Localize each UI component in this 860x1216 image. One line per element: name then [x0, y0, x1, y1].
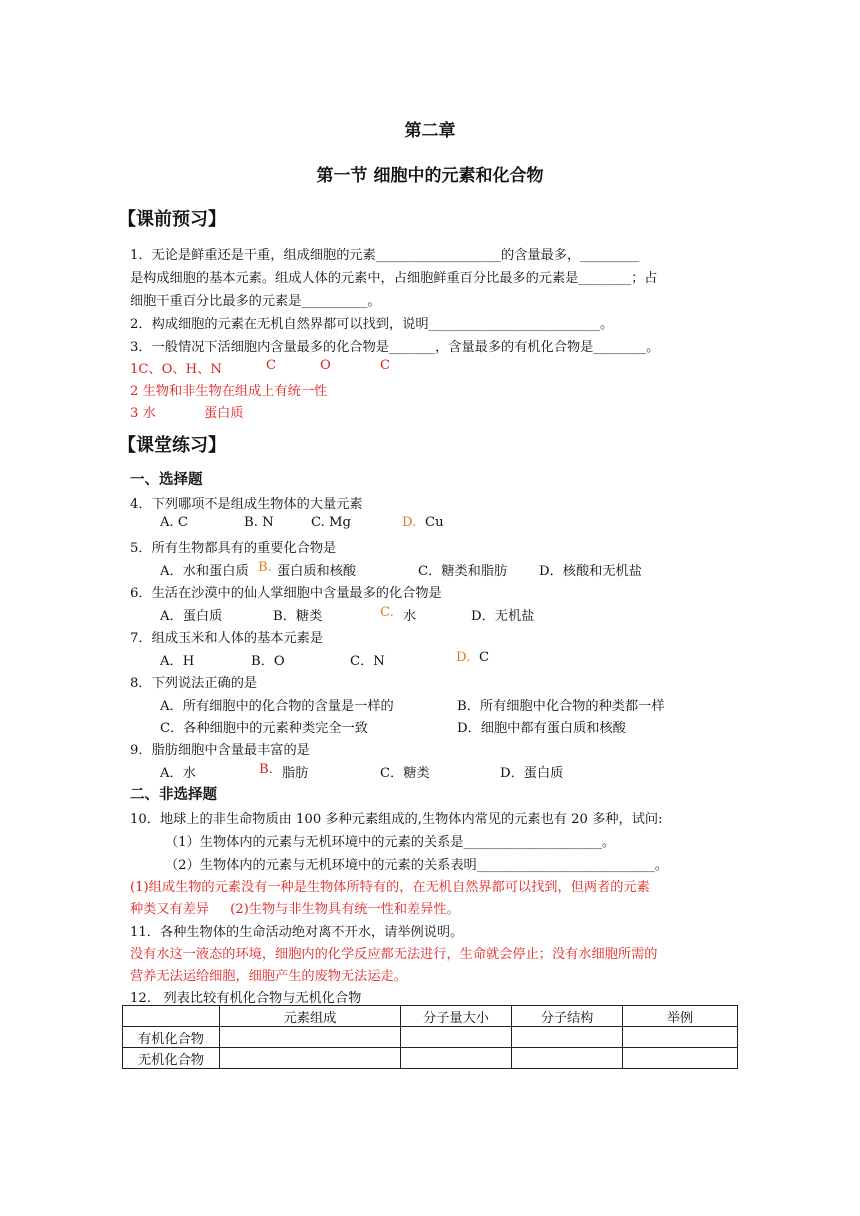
q8-option-b: B．所有细胞中化合物的种类都一样	[457, 699, 665, 714]
q8-option-d: D．细胞中都有蛋白质和核酸	[457, 721, 626, 736]
q9-option-b-text: 脂肪	[282, 766, 309, 781]
q7-option-d-marker: D.	[456, 650, 471, 665]
q5-option-b-text: 蛋白质和核酸	[277, 564, 357, 579]
q7-option-b: B．O	[251, 654, 285, 669]
question-11: 11．各种生物体的生命活动绝对离不开水，请举例说明。	[130, 925, 464, 940]
part-2-heading: 二、非选择题	[130, 787, 217, 803]
answer-10-line-1: (1)组成生物的元素没有一种是生物体所特有的，在无机自然界都可以找到，但两者的元素	[130, 880, 650, 895]
q4-option-d-text: Cu	[425, 515, 444, 530]
table-cell	[220, 1048, 401, 1069]
table-cell	[512, 1048, 623, 1069]
q9-option-b-marker: B.	[259, 762, 273, 777]
answer-1a: 1C、O、H、N	[130, 362, 222, 377]
q8-option-a: A．所有细胞中的化合物的含量是一样的	[160, 699, 394, 714]
comparison-table	[122, 1005, 738, 1069]
question-9: 9．脂肪细胞中含量最丰富的是	[130, 743, 310, 758]
table-cell	[623, 1027, 738, 1048]
question-3: 3．一般情况下活细胞内含量最多的化合物是_______，含量最多的有机化合物是________。	[130, 340, 660, 355]
table-row	[123, 1027, 738, 1048]
q6-option-a: A．蛋白质	[160, 609, 223, 624]
q5-option-c: C．糖类和脂肪	[418, 564, 508, 579]
table-cell	[220, 1027, 401, 1048]
table-row-label: 有机化合物	[123, 1027, 220, 1048]
table-header-cell: 分子结构	[512, 1006, 623, 1027]
table-cell	[401, 1048, 512, 1069]
q8-option-c: C．各种细胞中的元素种类完全一致	[160, 721, 368, 736]
question-2: 2．构成细胞的元素在无机自然界都可以找到，说明__________________________。	[130, 317, 614, 332]
q5-option-b-marker: B.	[258, 560, 272, 575]
answer-3a: 3 水	[130, 406, 156, 421]
question-10-part-1: （1）生物体内的元素与无机环境中的元素的关系是_____________________。	[165, 835, 616, 850]
answer-1c: O	[320, 358, 331, 373]
q4-option-b: B. N	[244, 515, 274, 530]
question-1-line-1: 1．无论是鲜重还是干重，组成细胞的元素___________________的含量最多，_________	[130, 248, 640, 263]
q7-option-c: C．N	[350, 654, 385, 669]
table-cell	[512, 1027, 623, 1048]
answer-11-line-2: 营养无法运给细胞，细胞产生的废物无法运走。	[130, 969, 407, 984]
q9-option-c: C．糖类	[380, 766, 430, 781]
answer-2: 2 生物和非生物在组成上有统一性	[130, 384, 328, 399]
table-header-row	[123, 1006, 738, 1027]
q6-option-b: B．糖类	[273, 609, 323, 624]
q5-option-d: D．核酸和无机盐	[539, 564, 642, 579]
question-1-line-2: 是构成细胞的基本元素。组成人体的元素中，占细胞鲜重百分比最多的元素是________；占	[130, 271, 658, 286]
q6-option-c-marker: C.	[380, 605, 394, 620]
answer-1d: C	[380, 358, 391, 373]
chapter-title: 第二章	[404, 121, 456, 141]
table-header-cell: 元素组成	[220, 1006, 401, 1027]
answer-3b: 蛋白质	[204, 406, 244, 421]
question-8: 8．下列说法正确的是	[130, 676, 258, 691]
q4-option-a: A. C	[160, 515, 188, 530]
table-header-cell: 分子量大小	[401, 1006, 512, 1027]
section-title: 第一节 细胞中的元素和化合物	[316, 166, 544, 186]
q5-option-a: A．水和蛋白质	[160, 564, 249, 579]
question-7: 7．组成玉米和人体的基本元素是	[130, 631, 324, 646]
q6-option-d: D．无机盐	[471, 609, 535, 624]
part-1-heading: 一、选择题	[130, 472, 203, 488]
q4-option-c: C. Mg	[311, 515, 351, 530]
table-header-cell: 举例	[623, 1006, 738, 1027]
question-4: 4．下列哪项不是组成生物体的大量元素	[130, 497, 363, 512]
question-1-line-3: 细胞干重百分比最多的元素是__________。	[130, 294, 381, 309]
answer-11-line-1: 没有水这一液态的环境，细胞内的化学反应都无法进行，生命就会停止；没有水细胞所需的	[130, 947, 658, 962]
q6-option-c-text: 水	[403, 609, 417, 624]
classwork-heading: 【课堂练习】	[118, 435, 226, 456]
q4-option-d-marker: D.	[402, 515, 417, 530]
q9-option-a: A．水	[160, 766, 196, 781]
question-6: 6．生活在沙漠中的仙人掌细胞中含量最多的化合物是	[130, 586, 442, 601]
preview-heading: 【课前预习】	[118, 209, 226, 230]
q7-option-a: A．H	[160, 654, 195, 669]
table-header-cell	[123, 1006, 220, 1027]
question-10-part-2: （2）生物体内的元素与无机环境中的元素的关系表明___________________________。	[165, 858, 668, 873]
question-10: 10．地球上的非生命物质由 100 多种元素组成的,生物体内常见的元素也有 20 多种，试问:	[130, 812, 663, 827]
table-cell	[401, 1027, 512, 1048]
table-row	[123, 1048, 738, 1069]
question-5: 5．所有生物都具有的重要化合物是	[130, 541, 337, 556]
q9-option-d: D．蛋白质	[500, 766, 564, 781]
answer-1b: C	[266, 358, 277, 373]
answer-10-line-2: 种类又有差异 (2)生物与非生物具有统一性和差异性。	[130, 902, 460, 917]
table-row-label: 无机化合物	[123, 1048, 220, 1069]
q7-option-d-text: C	[479, 650, 490, 665]
question-12: 12. 列表比较有机化合物与无机化合物	[130, 991, 362, 1006]
table-cell	[623, 1048, 738, 1069]
